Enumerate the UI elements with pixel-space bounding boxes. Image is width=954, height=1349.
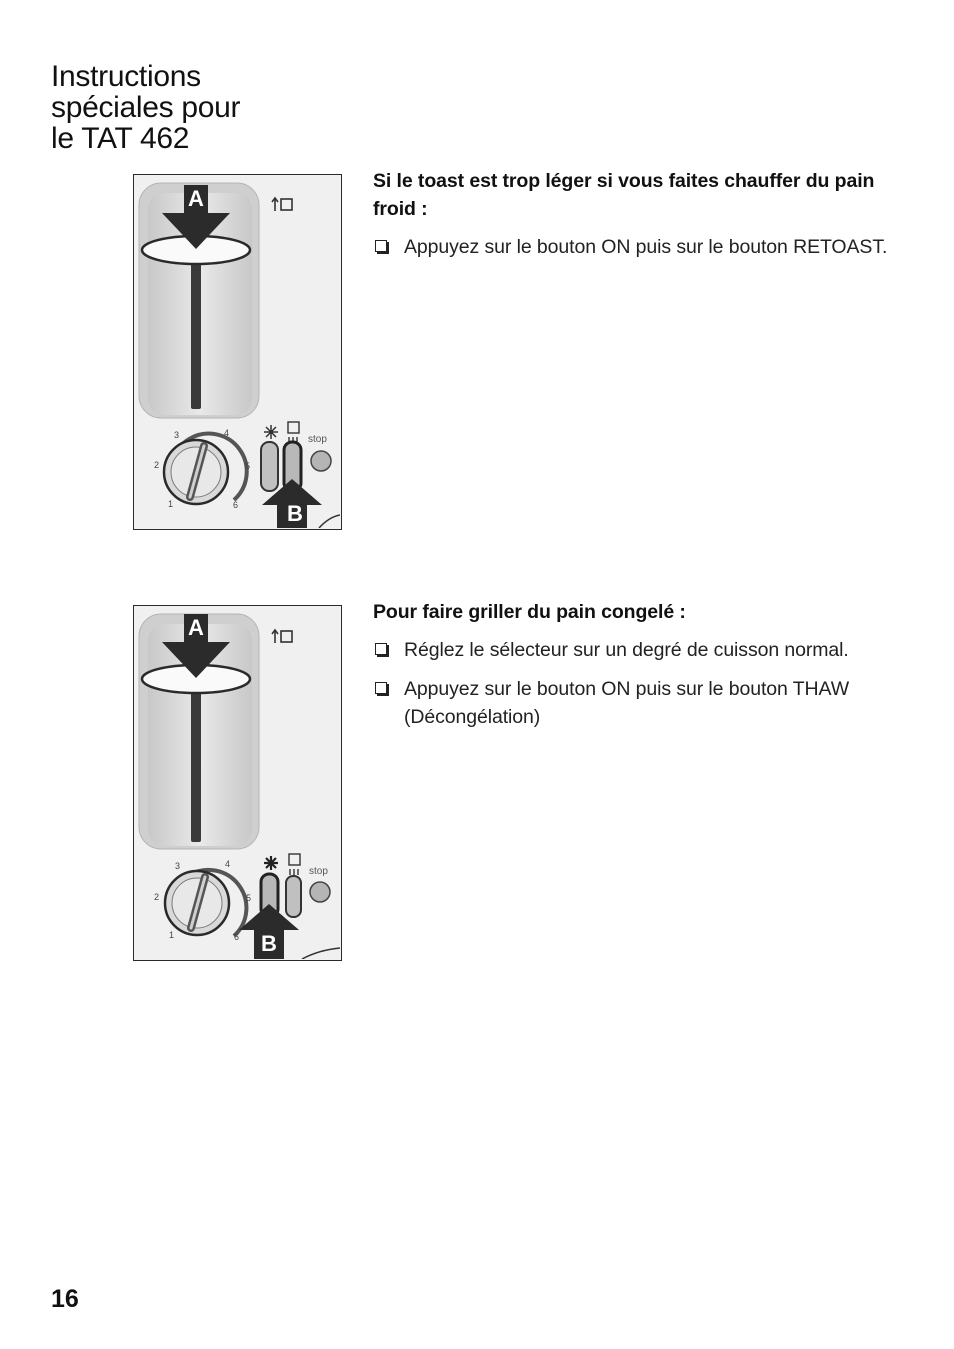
stop-button xyxy=(310,882,330,902)
dial-number: 5 xyxy=(245,461,251,471)
retoast-button xyxy=(286,876,301,917)
label-a: A xyxy=(188,615,204,640)
dial-number: 5 xyxy=(246,893,252,903)
list-item-text: Appuyez sur le bouton ON puis sur le bouton RETOAST. xyxy=(404,236,888,258)
snowflake-icon xyxy=(264,425,278,439)
toaster-illustration-retoast xyxy=(133,174,342,530)
section-heading: Pour faire griller du pain congelé : xyxy=(373,601,686,623)
section-heading: Si le toast est trop léger si vous faites chauffer du pain froid : xyxy=(373,170,875,220)
dial-number: 3 xyxy=(174,430,180,440)
snowflake-icon xyxy=(264,856,278,870)
checkbox-icon xyxy=(375,643,387,655)
label-b: B xyxy=(261,931,277,956)
dial-number: 4 xyxy=(224,428,230,438)
list-item xyxy=(373,636,893,664)
list-item-text: Appuyez sur le bouton ON puis sur le bouton THAW (Décongélation) xyxy=(404,678,850,728)
stop-label: stop xyxy=(308,434,327,445)
stop-button xyxy=(311,451,331,471)
dial-number: 3 xyxy=(175,861,181,871)
section-frozen-bread xyxy=(373,598,893,742)
toaster-illustration-thaw xyxy=(133,605,342,961)
dial-number: 6 xyxy=(234,932,240,942)
checkbox-icon xyxy=(375,682,387,694)
list-item-text: Réglez le sélecteur sur un degré de cuisson normal. xyxy=(404,639,849,661)
thaw-button xyxy=(261,442,278,491)
section-cold-bread xyxy=(373,167,893,272)
page-number: 16 xyxy=(51,1285,79,1313)
label-a: A xyxy=(188,186,204,211)
list-item xyxy=(373,675,893,731)
page-title: Instructions spéciales pour le TAT 462 xyxy=(51,60,241,155)
dial-number: 2 xyxy=(154,460,160,470)
dial-number: 1 xyxy=(168,499,174,509)
stop-label: stop xyxy=(309,866,328,877)
dial-number: 2 xyxy=(154,892,160,902)
checkbox-icon xyxy=(375,240,387,252)
label-b: B xyxy=(287,501,303,526)
dial-number: 6 xyxy=(233,500,239,510)
dial-number: 4 xyxy=(225,859,231,869)
dial-number: 1 xyxy=(169,930,175,940)
list-item xyxy=(373,233,893,261)
